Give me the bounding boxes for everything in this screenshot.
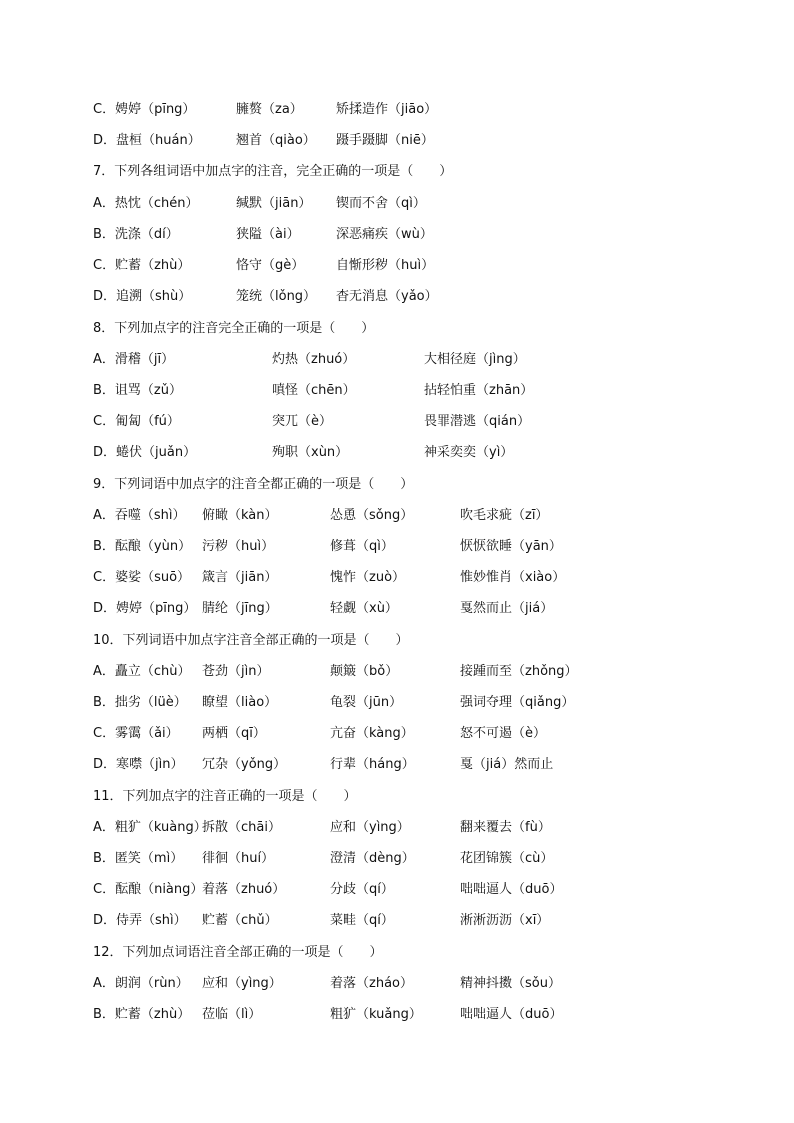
question-text: 10．下列词语中加点字注音全部正确的一项是（ ） — [93, 633, 409, 648]
option-term: 翘首（qiào） — [236, 133, 316, 148]
option-first-term: C．贮蓄（zhù） — [93, 258, 191, 273]
option-term: 腈纶（jīng） — [202, 601, 278, 616]
option-term: 俯瞰（kàn） — [202, 508, 278, 523]
answer-option — [0, 130, 794, 152]
answer-option — [0, 879, 794, 901]
option-first-term: D．蜷伏（juǎn） — [93, 445, 197, 460]
option-term: 戛然而止（jiá） — [460, 601, 554, 616]
question-stem — [0, 318, 794, 340]
option-term: 吹毛求疵（zī） — [460, 508, 549, 523]
question-text: 8．下列加点字的注音完全正确的一项是（ ） — [93, 321, 375, 336]
option-term: 蹑手蹑脚（niē） — [336, 133, 434, 148]
option-term: 接踵而至（zhǒng） — [460, 664, 578, 679]
answer-option — [0, 99, 794, 121]
option-first-term: B．诅骂（zǔ） — [93, 383, 182, 398]
option-first-term: A．吞噬（shì） — [93, 508, 186, 523]
option-term: 颠簸（bǒ） — [330, 664, 399, 679]
option-term: 笼统（lǒng） — [236, 289, 317, 304]
option-first-term: C．酝酿（niàng） — [93, 882, 204, 897]
option-term: 莅临（lì） — [202, 1007, 262, 1022]
option-term: 惟妙惟肖（xiào） — [460, 570, 566, 585]
answer-option — [0, 255, 794, 277]
option-term: 深恶痛疾（wù） — [336, 227, 433, 242]
answer-option — [0, 1004, 794, 1026]
option-first-term: D．娉婷（pīng） — [93, 601, 197, 616]
option-term: 臃赘（za） — [236, 102, 303, 117]
answer-option — [0, 536, 794, 558]
option-term: 行辈（háng） — [330, 757, 415, 772]
option-term: 恹恹欲睡（yān） — [460, 539, 562, 554]
answer-option — [0, 848, 794, 870]
option-first-term: A．粗犷（kuàng） — [93, 820, 207, 835]
option-first-term: C．娉婷（pīng） — [93, 102, 196, 117]
option-term: 狭隘（ài） — [236, 227, 300, 242]
option-term: 大相径庭（jìng） — [424, 352, 526, 367]
option-first-term: B．洗涤（dí） — [93, 227, 179, 242]
option-term: 应和（yìng） — [330, 820, 410, 835]
option-term: 着落（zhuó） — [202, 882, 286, 897]
option-term: 杳无消息（yǎo） — [336, 289, 438, 304]
option-term: 贮蓄（chǔ） — [202, 913, 278, 928]
option-term: 锲而不舍（qì） — [336, 196, 426, 211]
answer-option — [0, 723, 794, 745]
question-text: 11．下列加点字的注音正确的一项是（ ） — [93, 789, 357, 804]
option-term: 翻来覆去（fù） — [460, 820, 551, 835]
option-term: 冗杂（yǒng） — [202, 757, 287, 772]
answer-option — [0, 505, 794, 527]
option-term: 箴言（jiān） — [202, 570, 278, 585]
option-term: 着落（zháo） — [330, 976, 413, 991]
option-first-term: D．盘桓（huán） — [93, 133, 201, 148]
option-first-term: A．热忱（chén） — [93, 196, 199, 211]
answer-option — [0, 224, 794, 246]
option-term: 殉职（xùn） — [272, 445, 349, 460]
option-term: 澄清（dèng） — [330, 851, 415, 866]
option-first-term: D．侍弄（shì） — [93, 913, 187, 928]
answer-option — [0, 411, 794, 433]
option-term: 苍劲（jìn） — [202, 664, 270, 679]
option-term: 瞭望（liào） — [202, 695, 278, 710]
option-first-term: C．匍匐（fú） — [93, 414, 180, 429]
answer-option — [0, 661, 794, 683]
option-term: 矫揉造作（jiāo） — [336, 102, 438, 117]
option-first-term: B．匿笑（mì） — [93, 851, 184, 866]
option-term: 灼热（zhuó） — [272, 352, 356, 367]
option-term: 精神抖擞（sǒu） — [460, 976, 561, 991]
option-term: 分歧（qí） — [330, 882, 394, 897]
option-term: 嗔怪（chēn） — [272, 383, 356, 398]
option-term: 菜畦（qí） — [330, 913, 394, 928]
answer-option — [0, 442, 794, 464]
option-term: 轻觑（xù） — [330, 601, 398, 616]
answer-option — [0, 973, 794, 995]
option-term: 粗犷（kuǎng） — [330, 1007, 422, 1022]
option-term: 恪守（gè） — [236, 258, 305, 273]
question-stem — [0, 161, 794, 183]
option-term: 愧怍（zuò） — [330, 570, 406, 585]
option-term: 怒不可遏（è） — [460, 726, 546, 741]
question-stem — [0, 786, 794, 808]
option-term: 畏罪潜逃（qián） — [424, 414, 531, 429]
question-text: 7．下列各组词语中加点字的注音，完全正确的一项是（ ） — [93, 164, 453, 179]
option-term: 拆散（chāi） — [202, 820, 281, 835]
option-term: 戛（jiá）然而止 — [460, 757, 554, 772]
answer-option — [0, 567, 794, 589]
option-first-term: A．矗立（chù） — [93, 664, 191, 679]
answer-option — [0, 380, 794, 402]
option-term: 花团锦簇（cù） — [460, 851, 554, 866]
answer-option — [0, 817, 794, 839]
option-term: 龟裂（jūn） — [330, 695, 403, 710]
option-first-term: B．贮蓄（zhù） — [93, 1007, 191, 1022]
option-term: 亢奋（kàng） — [330, 726, 414, 741]
option-term: 缄默（jiān） — [236, 196, 312, 211]
option-term: 徘徊（huí） — [202, 851, 275, 866]
option-first-term: B．酝酿（yùn） — [93, 539, 192, 554]
answer-option — [0, 193, 794, 215]
option-first-term: A．滑稽（jī） — [93, 352, 175, 367]
option-term: 淅淅沥沥（xī） — [460, 913, 550, 928]
option-first-term: D．追溯（shù） — [93, 289, 192, 304]
answer-option — [0, 349, 794, 371]
option-term: 神采奕奕（yì） — [424, 445, 514, 460]
answer-option — [0, 692, 794, 714]
option-first-term: C．婆娑（suō） — [93, 570, 191, 585]
option-term: 应和（yìng） — [202, 976, 282, 991]
answer-option — [0, 286, 794, 308]
option-term: 自惭形秽（huì） — [336, 258, 435, 273]
option-first-term: C．雾霭（ǎi） — [93, 726, 179, 741]
option-term: 咄咄逼人（duō） — [460, 1007, 563, 1022]
answer-option — [0, 598, 794, 620]
question-text: 9．下列词语中加点字的注音全都正确的一项是（ ） — [93, 477, 414, 492]
option-term: 修葺（qì） — [330, 539, 394, 554]
answer-option — [0, 910, 794, 932]
option-term: 突兀（è） — [272, 414, 332, 429]
option-first-term: B．拙劣（lüè） — [93, 695, 187, 710]
option-term: 拈轻怕重（zhān） — [424, 383, 534, 398]
option-term: 污秽（huì） — [202, 539, 275, 554]
option-first-term: D．寒噤（jìn） — [93, 757, 184, 772]
question-stem — [0, 942, 794, 964]
option-first-term: A．朗润（rùn） — [93, 976, 189, 991]
question-text: 12．下列加点词语注音全部正确的一项是（ ） — [93, 945, 383, 960]
question-stem — [0, 630, 794, 652]
option-term: 两栖（qī） — [202, 726, 266, 741]
option-term: 咄咄逼人（duō） — [460, 882, 563, 897]
option-term: 怂恿（sǒng） — [330, 508, 414, 523]
option-term: 强词夺理（qiǎng） — [460, 695, 575, 710]
answer-option — [0, 754, 794, 776]
question-stem — [0, 474, 794, 496]
